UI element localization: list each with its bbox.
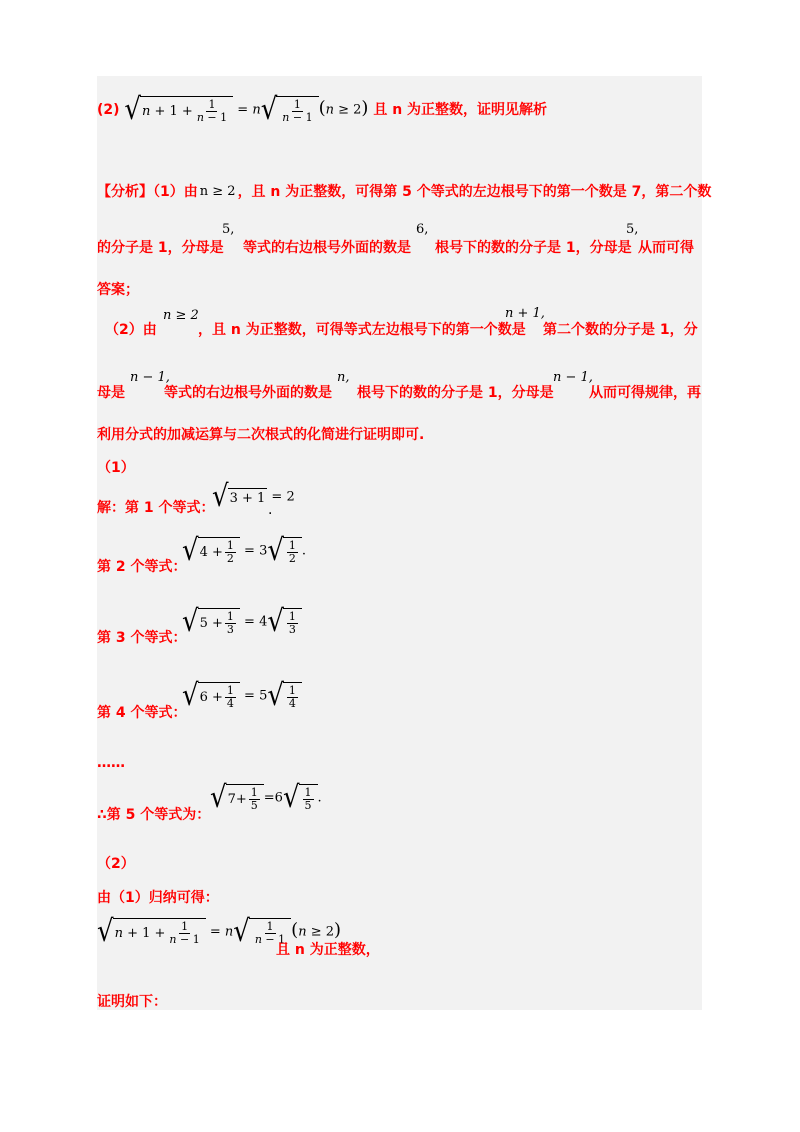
eq-a: 7 <box>227 792 236 807</box>
eq2-formula: √ 4 + $\frac{1}{2}$ = 3 √ $\frac{1}{2}$ . <box>182 533 307 569</box>
dots-line <box>97 753 125 773</box>
general-formula: √ n + 1 + $\frac{1}{n - 1}$ = n √ $\frac{1}{n - 1}$ (n ≥ 2) <box>97 914 342 950</box>
text: （2） <box>97 856 135 872</box>
analysis-line-5c <box>357 383 554 403</box>
math-condition-2: n ≥ 2 <box>163 308 199 323</box>
text: 第 3 个等式： <box>97 630 187 646</box>
analysis-line-4b <box>198 320 526 340</box>
part-label: (2) <box>97 102 120 118</box>
text: 第二个数的分子是 1，分 <box>543 322 698 338</box>
eq-den: 2 <box>226 552 234 565</box>
text: 根号下的数的分子是 1，分母是 <box>435 240 632 256</box>
eq-den-2: 5 <box>304 799 312 812</box>
text: （1）由 <box>153 184 198 200</box>
solution2-tail <box>276 940 380 960</box>
eq4-line <box>97 703 187 723</box>
math-6: 6, <box>416 222 429 237</box>
analysis-line-2c <box>435 238 632 258</box>
eq5-line <box>97 805 210 825</box>
analysis-line-2d <box>638 238 694 258</box>
analysis-line-6 <box>97 425 424 445</box>
eq-a: 6 <box>199 690 208 705</box>
text: ∴第 5 个等式为： <box>97 807 211 823</box>
analysis-line-2b <box>243 238 411 258</box>
analysis-line-1 <box>97 182 711 202</box>
math-n-minus-1b: n − 1, <box>553 370 593 385</box>
eq-a: 5 <box>199 616 208 631</box>
text: 第 2 个等式： <box>97 559 187 575</box>
eq-b: 4 <box>259 614 268 630</box>
text: 等式的右边根号外面的数是 <box>243 240 411 256</box>
math-n-plus-1: n + 1, <box>505 306 545 321</box>
text: 从而可得规律，再 <box>589 385 701 401</box>
analysis-line-5 <box>97 383 125 403</box>
text: 从而可得 <box>638 240 694 256</box>
eq-den: 5 <box>250 799 258 812</box>
eq1-line <box>97 498 215 518</box>
text: ，且 n 为正整数，可得第 5 个等式的左边根号下的第一个数是 7，第二个数 <box>237 184 712 200</box>
text: 解：第 1 个等式： <box>97 500 215 516</box>
eq5-formula: √ 7 + $\frac{1}{5}$ =6 √ $\frac{1}{5}$ . <box>210 780 322 816</box>
eq-den: 3 <box>226 623 234 636</box>
text: 证明如下： <box>97 994 167 1010</box>
eq3-line <box>97 628 187 648</box>
formula-general: √ n + 1 + $\frac{1}{n - 1}$ = n √ $\frac{1}{n - 1}$ (n ≥ 2) <box>124 92 369 128</box>
proof-label <box>97 992 167 1012</box>
eq-den-2: 3 <box>288 623 296 636</box>
eq-b: 5 <box>259 688 268 704</box>
solution2-intro <box>97 888 219 908</box>
text: 且 n 为正整数， <box>276 942 380 958</box>
eq4-formula: √ 6 + $\frac{1}{4}$ = 5 √ $\frac{1}{4}$ <box>182 682 302 710</box>
answer-tail: 且 n 为正整数，证明见解析 <box>373 102 548 118</box>
eq-den: 4 <box>226 697 234 710</box>
period: . <box>268 502 273 518</box>
eq-den-2: 4 <box>288 697 296 710</box>
text: 第 4 个等式： <box>97 705 187 721</box>
eq-b: 3 <box>259 543 268 559</box>
text: …… <box>97 755 125 771</box>
eq3-formula: √ 5 + $\frac{1}{3}$ = 4 √ $\frac{1}{3}$ <box>182 608 302 636</box>
analysis-line-4c <box>543 320 698 340</box>
analysis-line-5b <box>164 383 332 403</box>
text: 母是 <box>97 385 125 401</box>
math-n: n, <box>337 370 350 385</box>
eq1-formula: √ 3 + 1 = 2 <box>212 479 295 515</box>
eq-b: 6 <box>274 790 283 806</box>
analysis-line-4 <box>105 320 157 340</box>
solution2-label <box>97 854 135 874</box>
math-5b: 5, <box>626 222 639 237</box>
eq2-line <box>97 557 187 577</box>
text: ，且 n 为正整数，可得等式左边根号下的第一个数是 <box>198 322 526 338</box>
analysis-line-5d <box>589 383 701 403</box>
analysis-line-2 <box>97 238 224 258</box>
analysis-line-3 <box>97 280 139 300</box>
math-n-minus-1: n − 1, <box>130 370 170 385</box>
text: 由（1）归纳可得： <box>97 890 219 906</box>
text: （1） <box>97 460 135 476</box>
answer-part2-line <box>97 92 548 128</box>
solution1-label <box>97 458 135 478</box>
math-5: 5, <box>222 222 235 237</box>
analysis-tag: 【分析】 <box>97 184 153 200</box>
text: 根号下的数的分子是 1，分母是 <box>357 385 554 401</box>
text: 利用分式的加减运算与二次根式的化简进行证明即可. <box>97 427 425 443</box>
eq-a: 4 <box>199 545 208 560</box>
math-condition: n ≥ 2 <box>199 184 236 199</box>
text: 的分子是 1，分母是 <box>97 240 224 256</box>
eq-den-2: 2 <box>288 552 296 565</box>
text: （2）由 <box>105 322 157 338</box>
text: 等式的右边根号外面的数是 <box>164 385 332 401</box>
text: 答案； <box>97 282 139 298</box>
